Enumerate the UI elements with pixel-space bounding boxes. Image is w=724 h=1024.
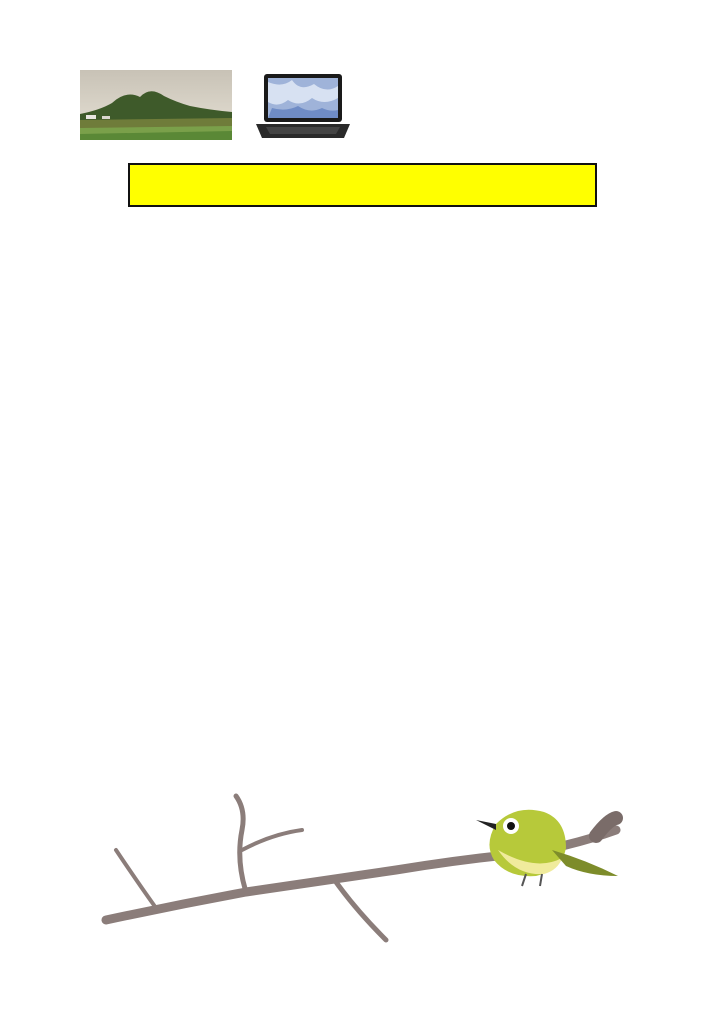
snowflake-border-bottom xyxy=(0,956,724,1024)
mountain-photo xyxy=(80,70,232,140)
snowflake-border-left xyxy=(0,68,68,956)
snowflake-border-right xyxy=(656,68,724,956)
page-title xyxy=(128,163,597,207)
bird-on-plum-branch-illustration xyxy=(96,790,636,950)
snowflake-border-top xyxy=(0,0,724,68)
laptop-illustration xyxy=(252,72,354,142)
